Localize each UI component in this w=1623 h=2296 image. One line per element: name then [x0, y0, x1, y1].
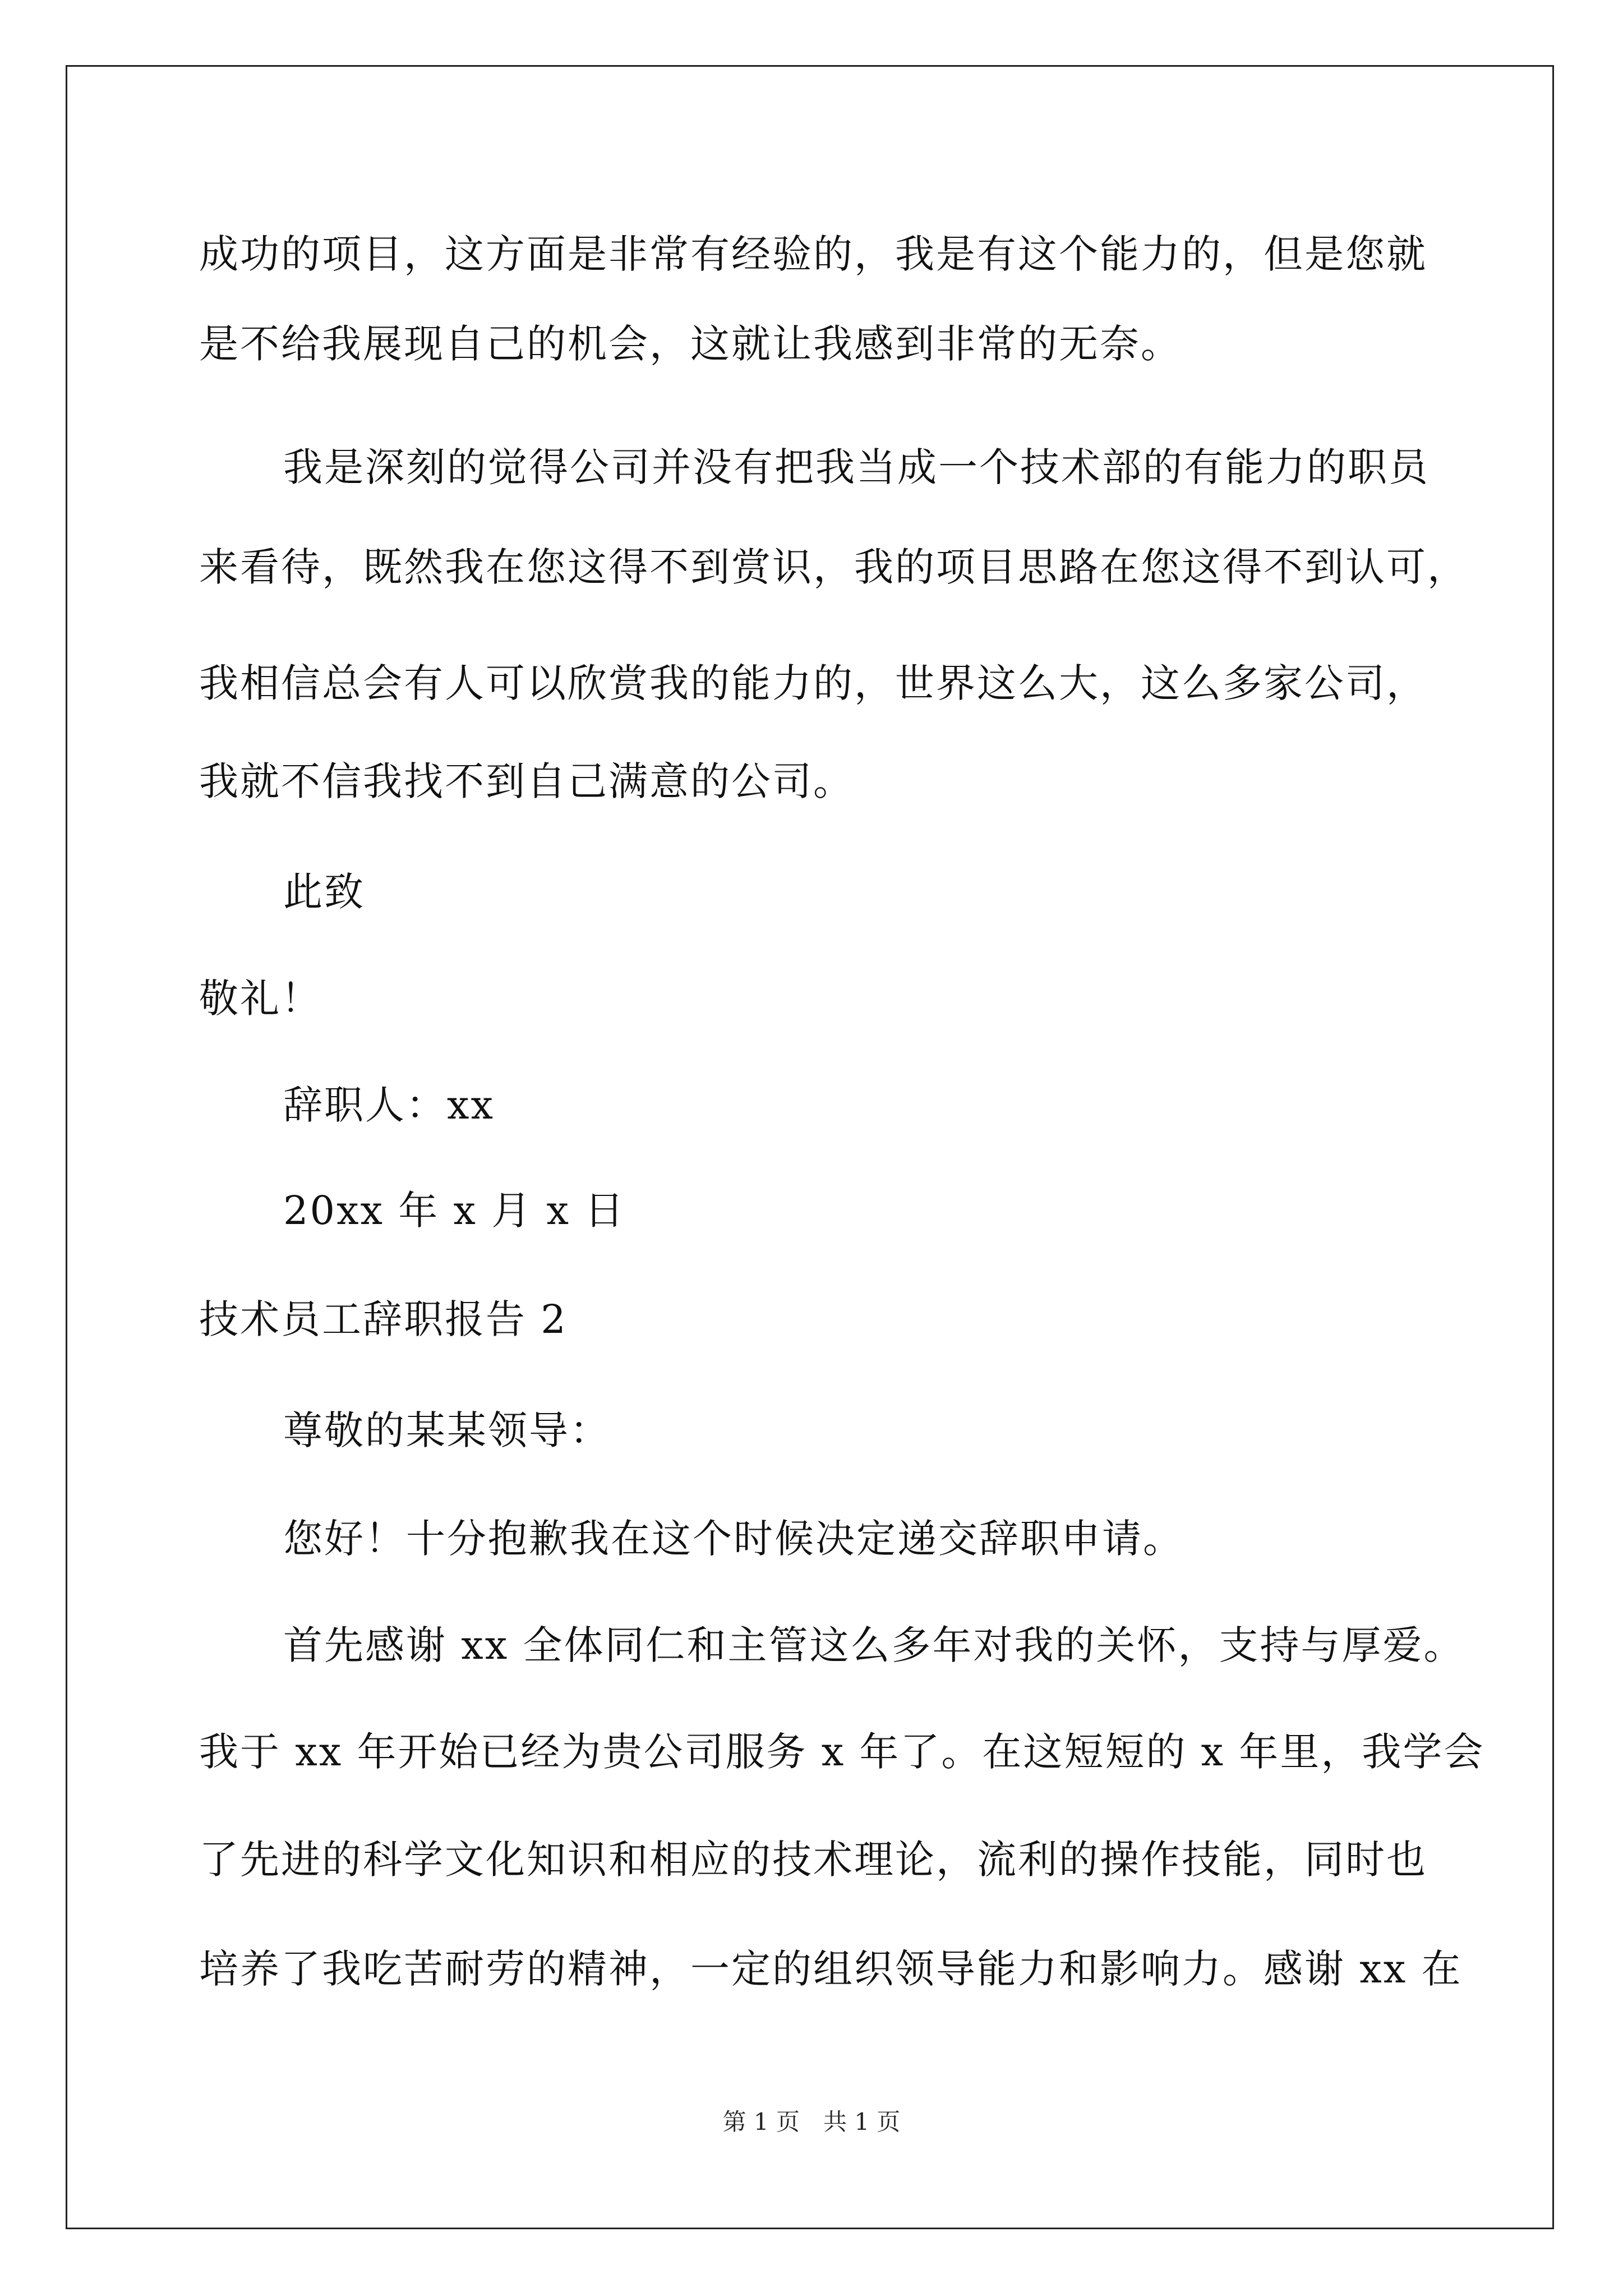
- paragraph-line: 您好！十分抱歉我在这个时候决定递交辞职申请。: [283, 1516, 1184, 1562]
- section-heading: 技术员工辞职报告 2: [199, 1296, 568, 1342]
- paragraph-line: 是不给我展现自己的机会，这就让我感到非常的无奈。: [199, 321, 1182, 367]
- paragraph-line: 首先感谢 xx 全体同仁和主管这么多年对我的关怀，支持与厚爱。: [283, 1622, 1465, 1668]
- letter-greeting: 尊敬的某某领导：: [283, 1407, 611, 1453]
- closing-regards: 敬礼！: [199, 976, 322, 1022]
- closing-salutation: 此致: [283, 869, 365, 915]
- paragraph-line: 了先进的科学文化知识和相应的技术理论，流利的操作技能，同时也: [199, 1837, 1427, 1883]
- paragraph-line: 我于 xx 年开始已经为贵公司服务 x 年了。在这短短的 x 年里，我学会: [199, 1729, 1485, 1775]
- paragraph-line: 我就不信我找不到自己满意的公司。: [199, 758, 854, 804]
- page-border: [66, 65, 1554, 2229]
- signature-date: 20xx 年 x 月 x 日: [283, 1188, 626, 1234]
- paragraph-line: 来看待，既然我在您这得不到赏识，我的项目思路在您这得不到认可，: [199, 544, 1468, 590]
- paragraph-line: 我相信总会有人可以欣赏我的能力的，世界这么大，这么多家公司，: [199, 660, 1427, 706]
- paragraph-line: 我是深刻的觉得公司并没有把我当成一个技术部的有能力的职员: [283, 444, 1430, 490]
- signature-name: 辞职人：xx: [283, 1082, 495, 1128]
- page-footer: 第 1 页 共 1 页: [722, 2108, 901, 2136]
- paragraph-line: 成功的项目，这方面是非常有经验的，我是有这个能力的，但是您就: [199, 231, 1427, 277]
- paragraph-line: 培养了我吃苦耐劳的精神，一定的组织领导能力和影响力。感谢 xx 在: [199, 1946, 1463, 1992]
